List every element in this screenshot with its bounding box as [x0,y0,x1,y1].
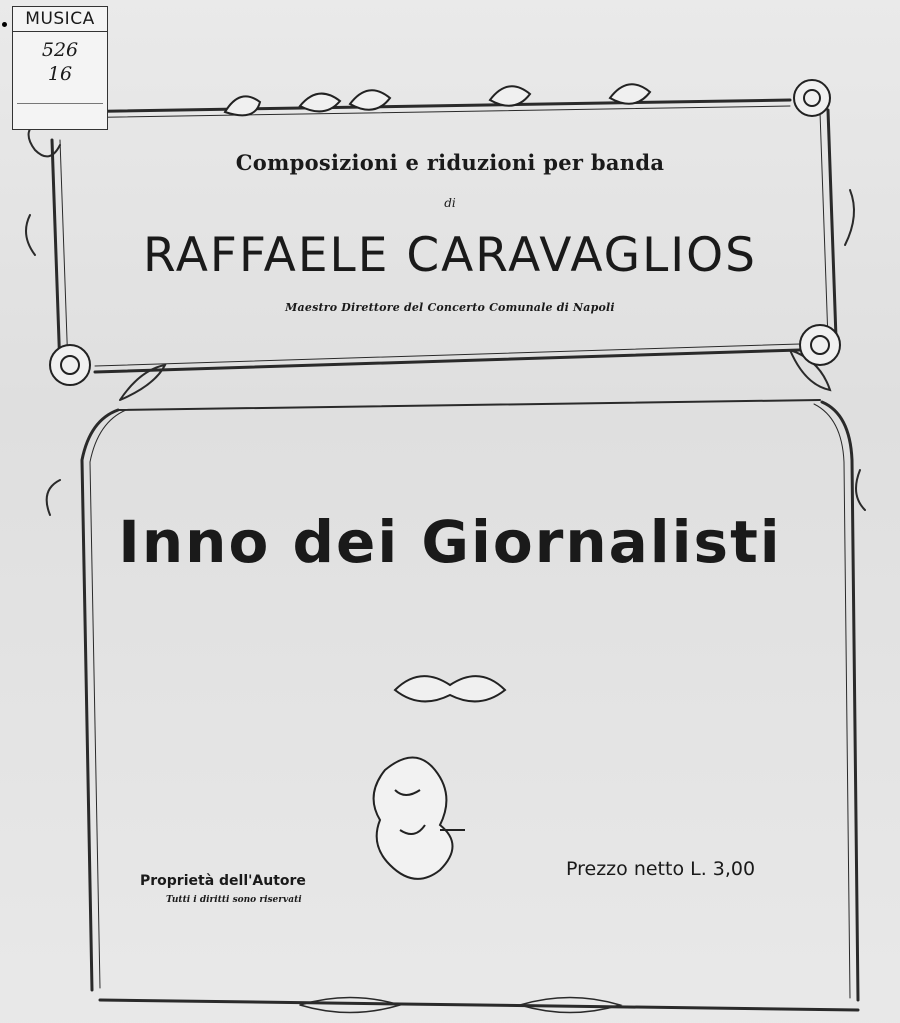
piece-title: Inno dei Giornalisti [118,508,782,576]
rights-note: Tutti i diritti sono riservati [166,895,302,905]
collection-label: MUSICA [13,9,107,32]
library-stamp-text [17,103,103,124]
shelfmark-line2: 16 [47,63,73,85]
author-name: RAFFAELE CARAVAGLIOS [143,228,757,283]
series-title: Composizioni e riduzioni per banda [235,150,665,175]
price: Prezzo netto L. 3,00 [566,858,756,880]
by-label: di [444,196,456,210]
author-role: Maestro Direttore del Concerto Comunale di Napoli [285,301,615,314]
ownership-note: Proprietà dell'Autore [140,873,306,889]
margin-dot [2,22,7,27]
library-catalog-label [12,6,108,130]
shelfmark-line1: 526 [41,39,79,61]
